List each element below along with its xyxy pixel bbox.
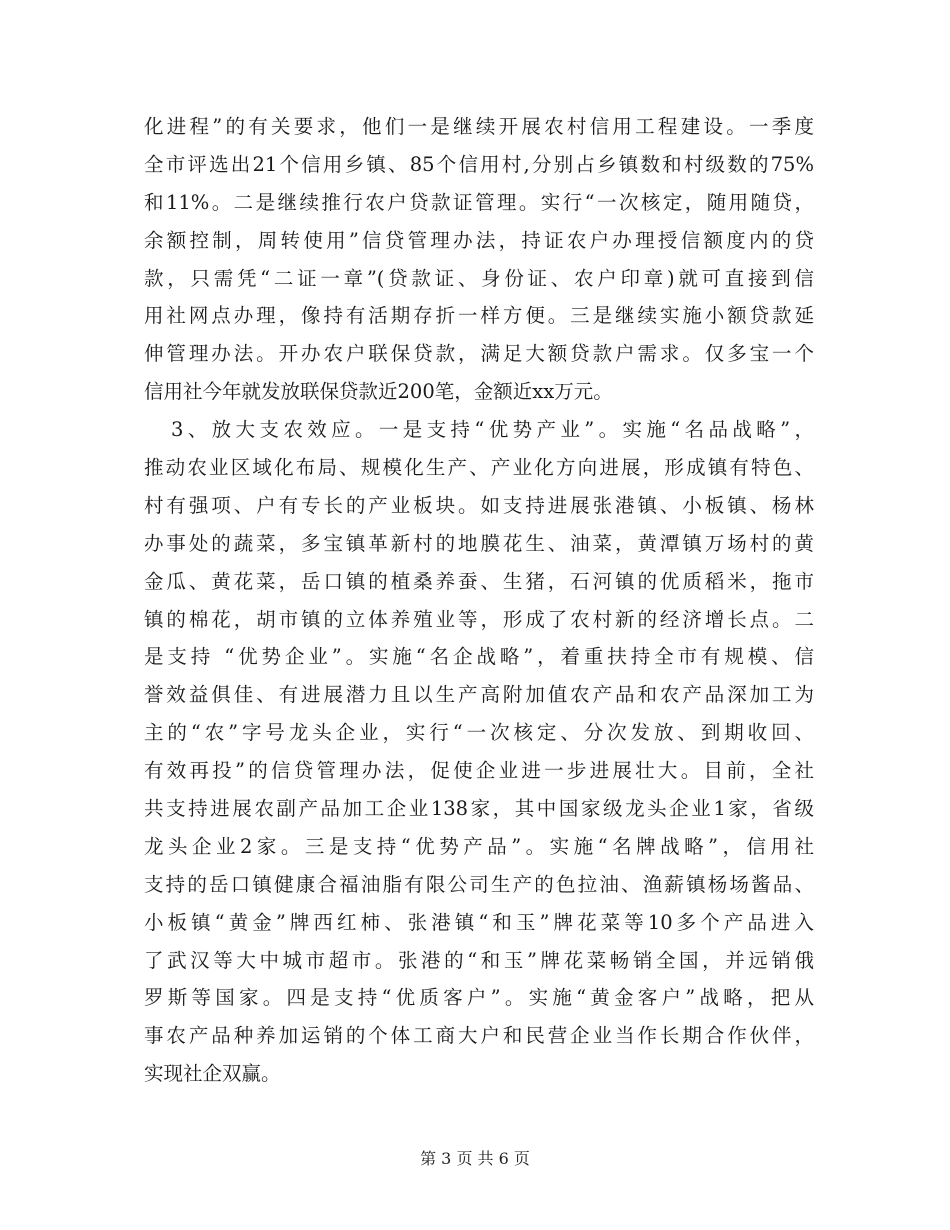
page-footer	[0, 1147, 950, 1171]
text-line: 誉效益俱佳、有进展潜力且以生产高附加值农产品和农产品深加工为	[144, 683, 814, 707]
text-line: 支持的岳口镇健康合福油脂有限公司生产的色拉油、渔薪镇杨场酱品、	[144, 872, 814, 896]
text-line: 全市评选出21个信用乡镇、85个信用村,分别占乡镇数和村级数的75%	[144, 152, 814, 176]
page-number-label: 第 3 页 共 6 页	[420, 1149, 530, 1168]
text-line: 化进程”的有关要求，他们一是继续开展农村信用工程建设。一季度	[144, 115, 814, 138]
text-line: 共支持进展农副产品加工企业138家，其中国家级龙头企业1家，省级	[144, 797, 814, 821]
text-line: 有效再投”的信贷管理办法，促使企业进一步进展壮大。目前，全社	[144, 759, 814, 783]
text-line: 事农产品种养加运销的个体工商大户和民营企业当作长期合作伙伴，	[144, 1024, 814, 1048]
text-line: 余额控制，周转使用”信贷管理办法，持证农户办理授信额度内的贷	[144, 228, 814, 252]
text-line: 金瓜、黄花菜，岳口镇的植桑养蚕、生猪，石河镇的优质稻米，拖市	[144, 569, 814, 593]
text-line: 款，只需凭“二证一章”(贷款证、身份证、农户印章)就可直接到信	[144, 266, 814, 290]
text-line: 小板镇“黄金”牌西红柿、张港镇“和玉”牌花菜等10多个产品进入	[144, 910, 814, 934]
text-line: 办事处的蔬菜，多宝镇革新村的地膜花生、油菜，黄潭镇万场村的黄	[144, 531, 814, 555]
text-line: 罗斯等国家。四是支持“优质客户”。实施“黄金客户”战略，把从	[144, 986, 814, 1010]
text-line: 镇的棉花，胡市镇的立体养殖业等，形成了农村新的经济增长点。二	[144, 607, 814, 631]
text-line: 实现社企双赢。	[144, 1062, 281, 1086]
text-line: 和11%。二是继续推行农户贷款证管理。实行“一次核定，随用随贷，	[144, 190, 814, 214]
text-line: 主的“农”字号龙头企业，实行“一次核定、分次发放、到期收回、	[144, 721, 814, 745]
text-line-paragraph-start: 3、放大支农效应。一是支持“优势产业”。实施“名品战略”，	[171, 418, 814, 442]
text-line: 推动农业区域化布局、规模化生产、产业化方向进展，形成镇有特色、	[144, 456, 814, 480]
text-line: 了武汉等大中城市超市。张港的“和玉”牌花菜畅销全国，并远销俄	[144, 948, 814, 972]
body-text	[144, 108, 814, 1093]
text-line: 信用社今年就发放联保贷款近200笔，金额近xx万元。	[144, 380, 613, 404]
text-line: 龙头企业2家。三是支持“优势产品”。实施“名牌战略”，信用社	[144, 834, 814, 858]
text-line: 伸管理办法。开办农户联保贷款，满足大额贷款户需求。仅多宝一个	[144, 342, 814, 366]
text-line: 用社网点办理，像持有活期存折一样方便。三是继续实施小额贷款延	[144, 304, 814, 328]
text-line: 村有强项、户有专长的产业板块。如支持进展张港镇、小板镇、杨林	[144, 493, 814, 517]
text-line: 是支持 “优势企业”。实施“名企战略”，着重扶持全市有规模、信	[144, 645, 814, 669]
